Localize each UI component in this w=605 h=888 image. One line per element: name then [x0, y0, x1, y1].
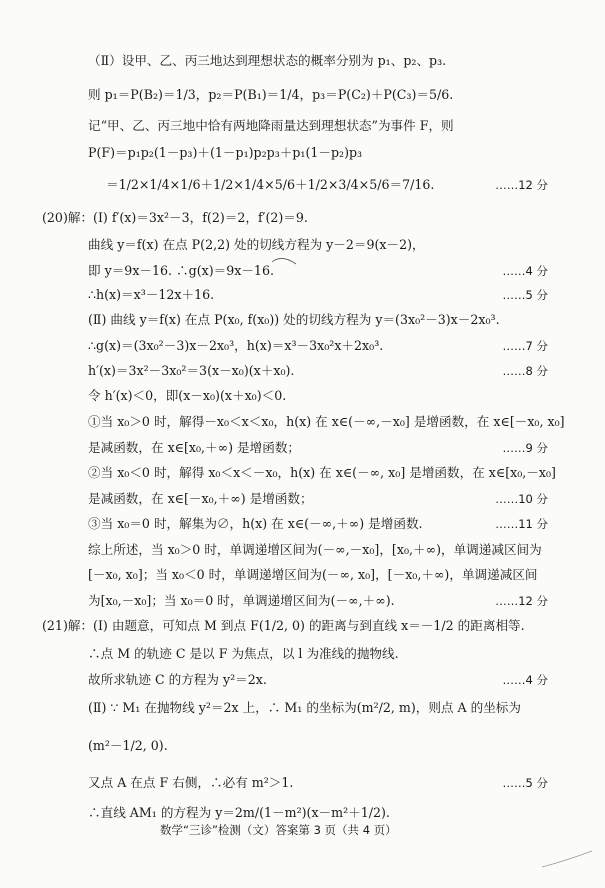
line-text: ∴点 M 的轨迹 C 是以 F 为焦点，以 l 为准线的抛物线.	[88, 646, 399, 661]
line-text: ①当 x₀＞0 时，解得－x₀＜x＜x₀，h(x) 在 x∈(－∞,－x₀] 是增函数，在 x∈[－x₀, x₀]	[88, 414, 565, 429]
solution-line	[0, 641, 605, 667]
solution-line	[0, 613, 605, 639]
solution-line	[0, 537, 605, 563]
solution-line	[0, 588, 605, 614]
score-marker: ……10 分	[495, 492, 548, 506]
page-footer	[0, 817, 605, 843]
footer-text: 数学“三诊”检测（文）答案第 3 页（共 4 页）	[160, 823, 397, 837]
line-text: h′(x)＝3x²－3x₀²＝3(x－x₀)(x＋x₀).	[88, 363, 295, 378]
scan-artifact-mark	[270, 250, 300, 270]
score-marker: ……12 分	[495, 594, 548, 608]
solution-line	[0, 113, 605, 139]
line-text: ③当 x₀＝0 时，解集为∅，h(x) 在 x∈(－∞,＋∞) 是增函数.	[88, 516, 423, 531]
solution-line	[0, 770, 605, 796]
line-text: (m²－1/2, 0).	[88, 738, 168, 753]
score-marker: ……5 分	[502, 776, 548, 790]
line-text: ∴h(x)＝x³－12x＋16.	[88, 287, 215, 302]
score-marker: ……12 分	[495, 178, 548, 192]
line-text: (Ⅱ) ∵ M₁ 在抛物线 y²＝2x 上，∴ M₁ 的坐标为(m²/2, m)，则点 A 的坐标为	[88, 700, 521, 715]
solution-line	[0, 409, 605, 435]
solution-line	[0, 172, 605, 198]
solution-line	[0, 667, 605, 693]
line-text: 则 p₁＝P(B₂)＝1/3，p₂＝P(B₁)＝1/4，p₃＝P(C₂)＋P(C₃)＝5/6.	[88, 87, 454, 102]
line-text: ＝1/2×1/4×1/6＋1/2×1/4×5/6＋1/2×3/4×5/6＝7/16.	[106, 177, 435, 192]
solution-line	[0, 140, 605, 166]
line-text: （Ⅱ）设甲、乙、丙三地达到理想状态的概率分别为 p₁、p₂、p₃.	[88, 53, 447, 68]
solution-line	[0, 282, 605, 308]
score-marker: ……7 分	[502, 339, 548, 353]
line-text: 记“甲、乙、丙三地中恰有两地降雨量达到理想状态”为事件 F，则	[88, 118, 454, 133]
line-text: [－x₀, x₀]；当 x₀＜0 时，单调递增区间为(－∞, x₀]，[－x₀,＋∞)，单调递减区间	[88, 567, 538, 582]
scan-artifact-mark	[540, 845, 595, 875]
solution-line	[0, 48, 605, 74]
score-marker: ……9 分	[502, 441, 548, 455]
solution-line	[0, 383, 605, 409]
line-text: (Ⅱ) 曲线 y＝f(x) 在点 P(x₀, f(x₀)) 处的切线方程为 y＝(3x₀²－3)x－2x₀³.	[88, 312, 500, 327]
line-text: (21)解：(Ⅰ) 由题意，可知点 M 到点 F(1/2, 0) 的距离与到直线 x＝－1/2 的距离相等.	[42, 618, 525, 633]
line-text: 为[x₀,－x₀]；当 x₀＝0 时，单调递增区间为(－∞,＋∞).	[88, 593, 395, 608]
line-text: ∴g(x)＝(3x₀²－3)x－2x₀³，h(x)＝x³－3x₀²x＋2x₀³.	[88, 338, 384, 353]
solution-line	[0, 733, 605, 759]
score-marker: ……4 分	[502, 673, 548, 687]
line-text: 综上所述，当 x₀＞0 时，单调递增区间为(－∞,－x₀]，[x₀,＋∞)，单调递减区间为	[88, 542, 542, 557]
line-text: P(F)＝p₁p₂(1－p₃)＋(1－p₁)p₂p₃＋p₁(1－p₂)p₃	[88, 145, 363, 160]
line-text: 故所求轨迹 C 的方程为 y²＝2x.	[88, 672, 267, 687]
solution-line	[0, 695, 605, 721]
solution-line	[0, 511, 605, 537]
solution-line	[0, 358, 605, 384]
score-marker: ……5 分	[502, 288, 548, 302]
score-marker: ……8 分	[502, 364, 548, 378]
solution-line	[0, 486, 605, 512]
line-text: 又点 A 在点 F 右侧，∴必有 m²＞1.	[88, 775, 294, 790]
solution-line	[0, 205, 605, 231]
line-text: 即 y＝9x－16. ∴g(x)＝9x－16.	[88, 263, 274, 278]
line-text: 是减函数，在 x∈[－x₀,＋∞) 是增函数；	[88, 491, 313, 506]
line-text: ∴直线 AM₁ 的方程为 y＝2m/(1－m²)(x－m²＋1/2).	[88, 805, 390, 820]
solution-line	[0, 562, 605, 588]
line-text: 令 h′(x)＜0，即(x－x₀)(x＋x₀)＜0.	[88, 388, 287, 403]
solution-line	[0, 232, 605, 258]
solution-line	[0, 333, 605, 359]
score-marker: ……4 分	[502, 264, 548, 278]
line-text: 曲线 y＝f(x) 在点 P(2,2) 处的切线方程为 y－2＝9(x－2)，	[88, 237, 425, 252]
solution-line	[0, 307, 605, 333]
line-text: (20)解：(Ⅰ) f′(x)＝3x²－3，f(2)＝2，f′(2)＝9.	[42, 210, 308, 225]
solution-line	[0, 460, 605, 486]
solution-line	[0, 435, 605, 461]
line-text: 是减函数，在 x∈[x₀,＋∞) 是增函数；	[88, 440, 301, 455]
solution-line	[0, 82, 605, 108]
score-marker: ……11 分	[495, 517, 548, 531]
line-text: ②当 x₀＜0 时，解得 x₀＜x＜－x₀，h(x) 在 x∈(－∞, x₀] 是增函数，在 x∈[x₀,－x₀]	[88, 465, 556, 480]
solution-line	[0, 258, 605, 284]
